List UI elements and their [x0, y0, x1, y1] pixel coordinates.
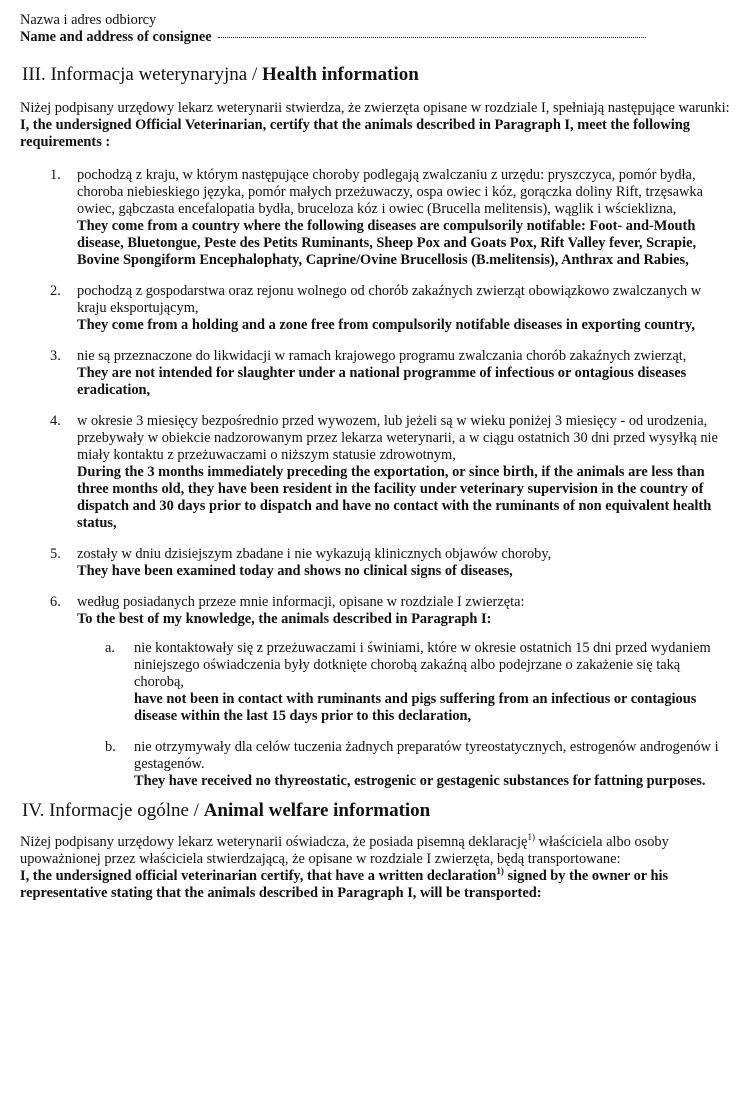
consignee-row	[20, 29, 730, 46]
section-4-intro-en	[20, 868, 730, 902]
item-text-en: During the 3 months immediately preceding the exportation, or since birth, if the animals are less than three months old, they have been resident in the facility under veterinary supervision in the country of dispatch and 30 days prior to dispatch and have no contact with the ruminants of non equivalent health status,	[77, 464, 712, 531]
sub-requirement-item	[77, 640, 730, 725]
sub-item-text-pl: nie kontaktowały się z przeżuwaczami i świniami, które w okresie ostatnich 15 dni przed wydaniem niniejszego oświadczenia były dotknięte chorobą zakaźną albo podejrzane o zakażenie się taką chorobą,	[134, 640, 711, 690]
item-text-en: They come from a country where the following diseases are compulsorily notifable: Foot- and-Mouth disease, Bluetongue, Peste des Petits Ruminants, Sheep Pox and Goats Pox, Rift Valley fever, Scrapie, Bovine Spongiform Encephalophaty, Caprine/Ovine Brucellosis (B.melitensis), Anthrax and Rabies,	[77, 218, 697, 268]
sub-item-letter: b.	[105, 739, 116, 755]
section-3-title-pl: III. Informacja weterynaryjna	[22, 64, 248, 85]
item-text-en: They are not intended for slaughter under a national programme of infectious or ontagious diseases eradication,	[77, 365, 687, 398]
item-text-en: They have been examined today and shows no clinical signs of diseases,	[77, 563, 513, 579]
item-text-pl: nie są przeznaczone do likwidacji w ramach krajowego programu zwalczania chorób zakaźnych zwierząt,	[77, 348, 687, 364]
requirement-item	[20, 413, 730, 532]
requirement-item	[20, 283, 730, 334]
section-3-intro-pl: Niżej podpisany urzędowy lekarz weterynarii stwierdza, że zwierzęta opisane w rozdziale I, spełniają następujące warunki:	[20, 100, 730, 116]
sub-requirement-item	[77, 739, 730, 790]
section-3-intro-en: I, the undersigned Official Veterinarian, certify that the animals described in Paragraph I, meet the following requirements :	[20, 117, 690, 150]
intro-en-part-b: signed by the owner or his representative stating that the animals described in Paragraph I, will be transported:	[20, 868, 669, 901]
item-number: 4.	[50, 413, 61, 429]
intro-pl-part-a: Niżej podpisany urzędowy lekarz weterynarii oświadcza, że posiada pisemną deklarację	[20, 834, 528, 850]
section-4-heading	[22, 800, 730, 822]
section-4-intro-pl	[20, 834, 730, 868]
intro-pl-part-b: właściciela albo osoby upoważnionej przez właściciela stwierdzającą, że opisane w rozdziale I zwierzęta, będą transportowane:	[20, 834, 669, 867]
consignee-label-pl: Nazwa i adres odbiorcy	[20, 12, 157, 28]
item-text-pl: zostały w dniu dzisiejszym zbadane i nie wykazują klinicznych objawów choroby,	[77, 546, 552, 562]
sub-item-text-pl: nie otrzymywały dla celów tuczenia żadnych preparatów tyreostatycznych, estrogenów androgenów i gestagenów.	[134, 739, 719, 772]
item-text-pl: według posiadanych przeze mnie informacji, opisane w rozdziale I zwierzęta:	[77, 594, 525, 610]
section-3-title-en: Health information	[262, 64, 419, 85]
section-3-heading	[22, 64, 730, 86]
sub-item-text-en: They have received no thyreostatic, estrogenic or gestagenic substances for fattning purposes.	[134, 773, 706, 789]
section-4-title-en: Animal welfare information	[203, 800, 431, 821]
consignee-label-en: Name and address of consignee	[20, 29, 212, 45]
intro-en-part-a: I, the undersigned official veterinarian certify, that have a written declaration	[20, 868, 497, 884]
item-text-pl: pochodzą z gospodarstwa oraz rejonu wolnego od chorób zakaźnych zwierząt obowiązkowo zwalczanych w kraju eksportującym,	[77, 283, 702, 316]
item-number: 5.	[50, 546, 61, 562]
section-4-title-pl: IV. Informacje ogólne	[22, 800, 189, 821]
section-3-title-sep: /	[247, 64, 263, 85]
item-number: 1.	[50, 167, 61, 183]
requirement-item	[20, 546, 730, 580]
requirement-item	[20, 167, 730, 269]
item-text-pl: pochodzą z kraju, w którym następujące choroby podlegają zwalczaniu z urzędu: pryszczyca, pomór bydła, choroba niebieskiego języka, pomór małych przeżuwaczy, ospa owiec i kóz, gorączka doliny Rift, trzęsawka owiec, gąbczasta encefalopatia bydła, bruceloza kóz i owiec (Brucella melitensis), wąglik i wścieklizna,	[77, 167, 704, 217]
footnote-ref: 1)	[527, 832, 535, 843]
consignee-fill-line	[218, 37, 646, 38]
item-number: 3.	[50, 348, 61, 364]
footnote-ref: 1)	[496, 866, 504, 877]
item-text-en: To the best of my knowledge, the animals described in Paragraph I:	[77, 611, 492, 627]
requirement-item	[20, 348, 730, 399]
sub-item-letter: a.	[105, 640, 115, 656]
section-4-title-sep: /	[188, 800, 204, 821]
item-text-pl: w okresie 3 miesięcy bezpośrednio przed wywozem, lub jeżeli są w wieku poniżej 3 miesięcy - od urodzenia, przebywały w obiekcie nadzorowanym przez lekarza weterynarii, a w ciągu ostatnich 30 dni przed wysyłką nie miały kontaktu z przeżuwaczami o niższym statusie zdrowotnym,	[77, 413, 718, 463]
item-text-en: They come from a holding and a zone free from compulsorily notifable diseases in exporting country,	[77, 317, 695, 333]
requirement-item	[20, 594, 730, 790]
item-number: 6.	[50, 594, 61, 610]
sub-item-text-en: have not been in contact with ruminants and pigs suffering from an infectious or contagious disease within the last 15 days prior to this declaration,	[134, 691, 697, 724]
item-number: 2.	[50, 283, 61, 299]
